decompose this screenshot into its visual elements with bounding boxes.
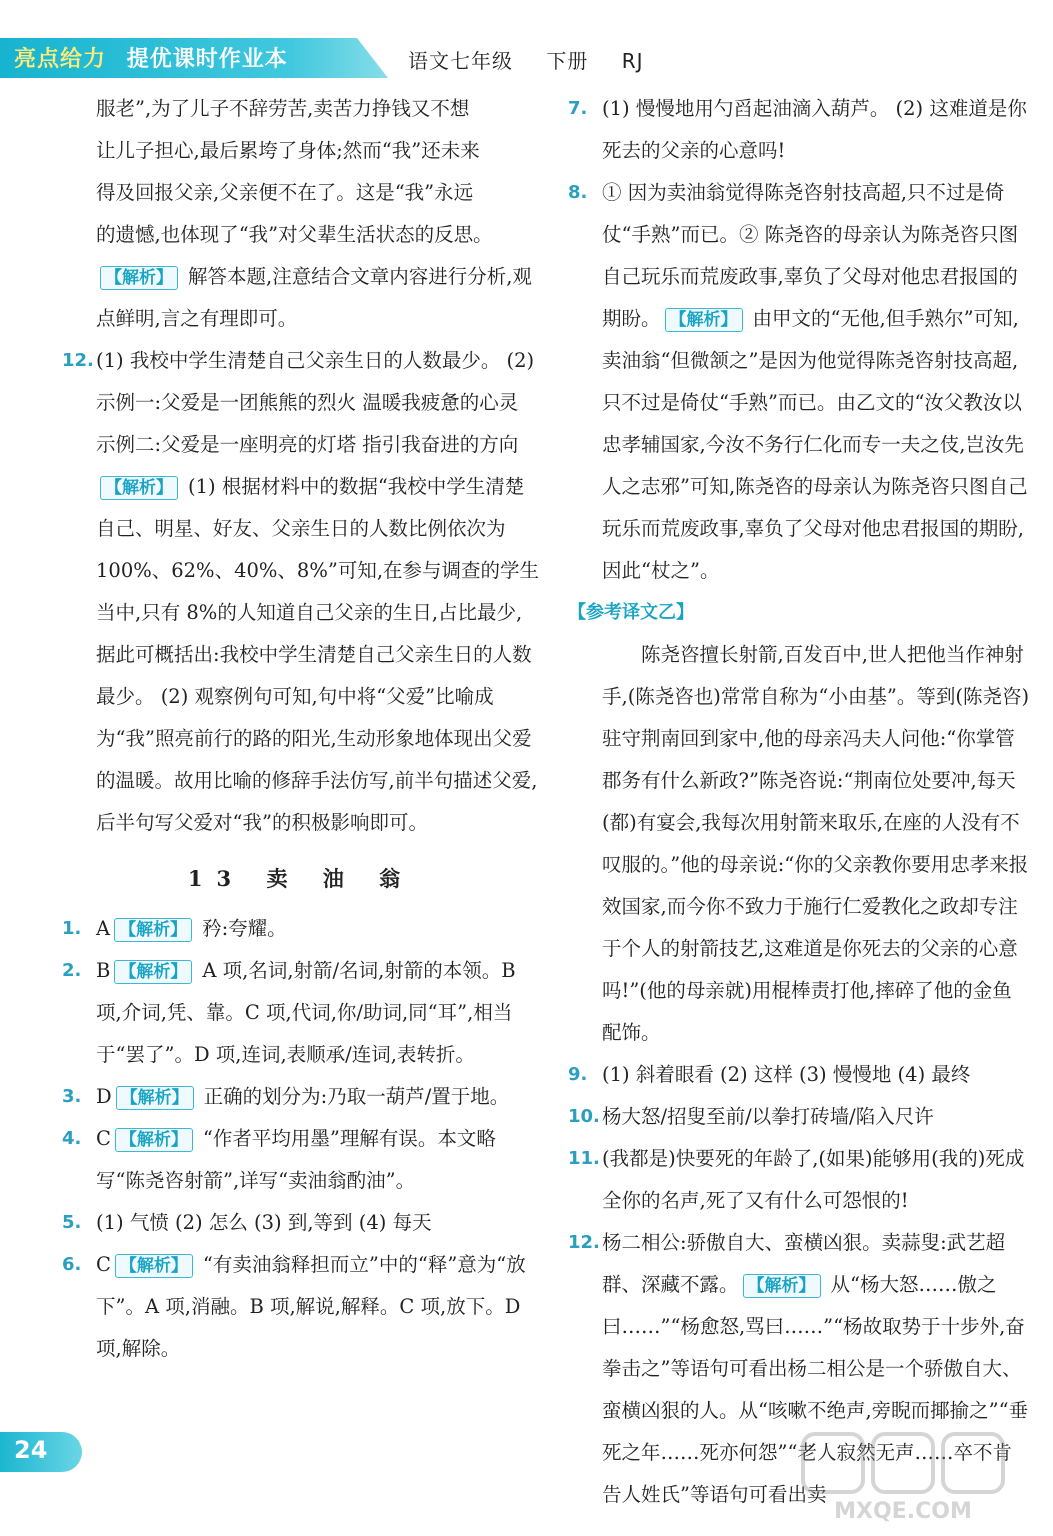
answer-item bbox=[568, 1054, 1030, 1096]
item-number: 12. bbox=[568, 1232, 600, 1253]
analysis-tag: 【解析】 bbox=[115, 1128, 193, 1152]
item-number: 7. bbox=[568, 98, 588, 119]
answer-text: (1) 我校中学生清楚自己父亲生日的人数最少。 (2) 示例一:父爱是一团熊熊的烈火 温暖我疲惫的心灵 示例二:父爱是一座明亮的灯塔 指引我奋进的方向 bbox=[96, 349, 535, 456]
answer-item bbox=[568, 1138, 1030, 1222]
answer-item bbox=[568, 172, 1030, 592]
answer-item bbox=[62, 1202, 540, 1244]
item-number: 6. bbox=[62, 1254, 82, 1275]
brand-part1: 亮点给力 bbox=[14, 47, 107, 72]
answer-text: (1) 气愤 (2) 怎么 (3) 到,等到 (4) 每天 bbox=[96, 1211, 432, 1234]
analysis-text: “有卖油翁释担而立”中的“释”意为“放下”。A 项,消融。B 项,解说,解释。C 项,放下。D 项,解除。 bbox=[96, 1253, 526, 1360]
answer-item bbox=[62, 340, 540, 844]
answer-item bbox=[62, 1244, 540, 1370]
analysis-tag: 【解析】 bbox=[100, 476, 178, 500]
item-number: 8. bbox=[568, 182, 588, 203]
item-number: 12. bbox=[62, 350, 94, 371]
analysis-tag: 【解析】 bbox=[743, 1274, 821, 1298]
brand-part2: 提优课时作业本 bbox=[126, 47, 288, 72]
analysis-text: “作者平均用墨”理解有误。本文略写“陈尧咨射箭”,详写“卖油翁酌油”。 bbox=[96, 1127, 496, 1192]
text-line: 让儿子担心,最后累垮了身体;然而“我”还未来 bbox=[96, 139, 480, 162]
svg-text:MXQE.COM: MXQE.COM bbox=[834, 1499, 972, 1524]
answer-text: 杨二相公:骄傲自大、蛮横凶狠。卖蒜叟:武艺超群、深藏不露。 bbox=[602, 1231, 1006, 1296]
analysis-text: 正确的划分为:乃取一葫芦/置于地。 bbox=[203, 1085, 510, 1108]
page-header bbox=[0, 0, 1053, 82]
answer-text: (1) 慢慢地用勺舀起油滴入葫芦。 (2) 这难道是你死去的父亲的心意吗! bbox=[602, 97, 1027, 162]
analysis-tag: 【解析】 bbox=[665, 308, 743, 332]
item-number: 10. bbox=[568, 1106, 600, 1127]
answer-text: ① 因为卖油翁觉得陈尧咨射技高超,只不过是倚仗“手熟”而已。② 陈尧咨的母亲认为陈尧咨只图自己玩乐而荒废政事,辜负了父母对他忠君报国的期盼。 bbox=[602, 181, 1019, 330]
item-number: 5. bbox=[62, 1212, 82, 1233]
item-number: 2. bbox=[62, 960, 82, 981]
left-column bbox=[62, 88, 540, 1370]
analysis-text: 矜:夸耀。 bbox=[202, 917, 287, 940]
analysis-tag: 【解析】 bbox=[114, 918, 192, 942]
item-number: 11. bbox=[568, 1148, 600, 1169]
volume: 下册 bbox=[546, 49, 589, 73]
section-title: 13 卖 油 翁 bbox=[187, 866, 415, 891]
analysis-text: (1) 根据材料中的数据“我校中学生清楚自己、明星、好友、父亲生日的人数比例依次为 100%、62%、40%、8%”可知,在参与调查的学生当中,只有 8%的人知道自己父亲的生日,占比最少,据此可概括出:我校中学生清楚自己父亲生日的人数最少。 (2) 观察例句可知,句中将“父爱”比喻成为“我”照亮前行的路的阳光,生动形象地体现出父爱的温暖。故用比喻的修辞手法仿写,前半句描述父爱,后半句写父爱对“我”的积极影响即可。 bbox=[96, 475, 540, 834]
answer-text: B bbox=[96, 959, 111, 982]
analysis-text: A 项,名词,射箭/名词,射箭的本领。B 项,介词,凭、靠。C 项,代词,你/助词,同“耳”,相当于“罢了”。D 项,连词,表顺承/连词,表转折。 bbox=[96, 959, 516, 1066]
answer-text: C bbox=[96, 1253, 111, 1276]
answer-text: C bbox=[96, 1127, 111, 1150]
continued-answer bbox=[62, 88, 540, 340]
item-number: 4. bbox=[62, 1128, 82, 1149]
translation-text: 陈尧咨擅长射箭,百发百中,世人把他当作神射手,(陈尧咨也)常常自称为“小由基”。等到(陈尧咨)驻守荆南回到家中,他的母亲冯夫人问他:“你掌管郡务有什么新政?”陈尧咨说:“荆南位处要冲,每天(都)有宴会,我每次用射箭来取乐,在座的人没有不叹服的。”他的母亲说:“你的父亲教你要用忠孝来报效国家,而今你不致力于施行仁爱教化之政却专注于个人的射箭技艺,这难道是你死去的父亲的心意吗!”(他的母亲就)用棍棒责打他,摔碎了他的金鱼配饰。 bbox=[602, 643, 1030, 1044]
analysis-text: 由甲文的“无他,但手熟尔”可知,卖油翁“但微颔之”是因为他觉得陈尧咨射技高超,只不过是倚仗“手熟”而已。由乙文的“汝父教汝以忠孝辅国家,今汝不务行仁化而专一夫之伎,岂汝先人之志邪”可知,陈尧咨的母亲认为陈尧咨只图自己玩乐而荒废政事,辜负了父母对他忠君报国的期盼,因此“杖之”。 bbox=[602, 307, 1028, 582]
reference-translation-title: 【参考译文乙】 bbox=[568, 602, 694, 623]
answer-text: (我都是)快要死的年龄了,(如果)能够用(我的)死成全你的名声,死了又有什么可怨恨的! bbox=[602, 1147, 1025, 1212]
text-line: 得及回报父亲,父亲便不在了。这是“我”永远 bbox=[96, 181, 474, 204]
edition: RJ bbox=[621, 49, 644, 73]
analysis-tag: 【解析】 bbox=[114, 960, 192, 984]
series-title bbox=[14, 42, 288, 73]
analysis-block bbox=[96, 256, 540, 340]
answer-item bbox=[568, 88, 1030, 172]
answer-item bbox=[62, 950, 540, 1076]
right-column bbox=[568, 88, 1030, 1516]
answer-item bbox=[62, 1118, 540, 1202]
text-line: 服老”,为了儿子不辞劳苦,卖苦力挣钱又不想 bbox=[96, 97, 470, 120]
item-number: 9. bbox=[568, 1064, 588, 1085]
answer-text: (1) 斜着眼看 (2) 这样 (3) 慢慢地 (4) 最终 bbox=[602, 1063, 971, 1086]
analysis-tag: 【解析】 bbox=[115, 1254, 193, 1278]
analysis-text: 从“杨大怒……傲之曰……”“杨愈怒,骂曰……”“杨故取势于十步外,奋拳击之”等语句可看出杨二相公是一个骄傲自大、蛮横凶狠的人。从“咳嗽不绝声,旁睨而揶揄之”“垂死之年……死亦何怨”“老人寂然无声……卒不肯告人姓氏”等语句可看出卖 bbox=[602, 1273, 1029, 1506]
answer-item bbox=[62, 1076, 540, 1118]
book-info bbox=[408, 45, 670, 74]
answer-text: A bbox=[96, 917, 111, 940]
analysis-tag: 【解析】 bbox=[116, 1086, 194, 1110]
answer-item bbox=[568, 1096, 1030, 1138]
watermark-logo bbox=[793, 1426, 1033, 1526]
item-number: 3. bbox=[62, 1086, 82, 1107]
page-number: 24 bbox=[14, 1436, 48, 1464]
subject: 语文七年级 bbox=[408, 49, 513, 73]
answer-text: D bbox=[96, 1085, 112, 1108]
answer-text: 杨大怒/招叟至前/以拳打砖墙/陷入尺许 bbox=[602, 1105, 934, 1128]
analysis-text: 解答本题,注意结合文章内容进行分析,观点鲜明,言之有理即可。 bbox=[96, 265, 532, 330]
analysis-tag: 【解析】 bbox=[100, 266, 178, 290]
answer-item bbox=[62, 908, 540, 950]
item-number: 1. bbox=[62, 918, 82, 939]
text-line: 的遗憾,也体现了“我”对父辈生活状态的反思。 bbox=[96, 223, 493, 246]
